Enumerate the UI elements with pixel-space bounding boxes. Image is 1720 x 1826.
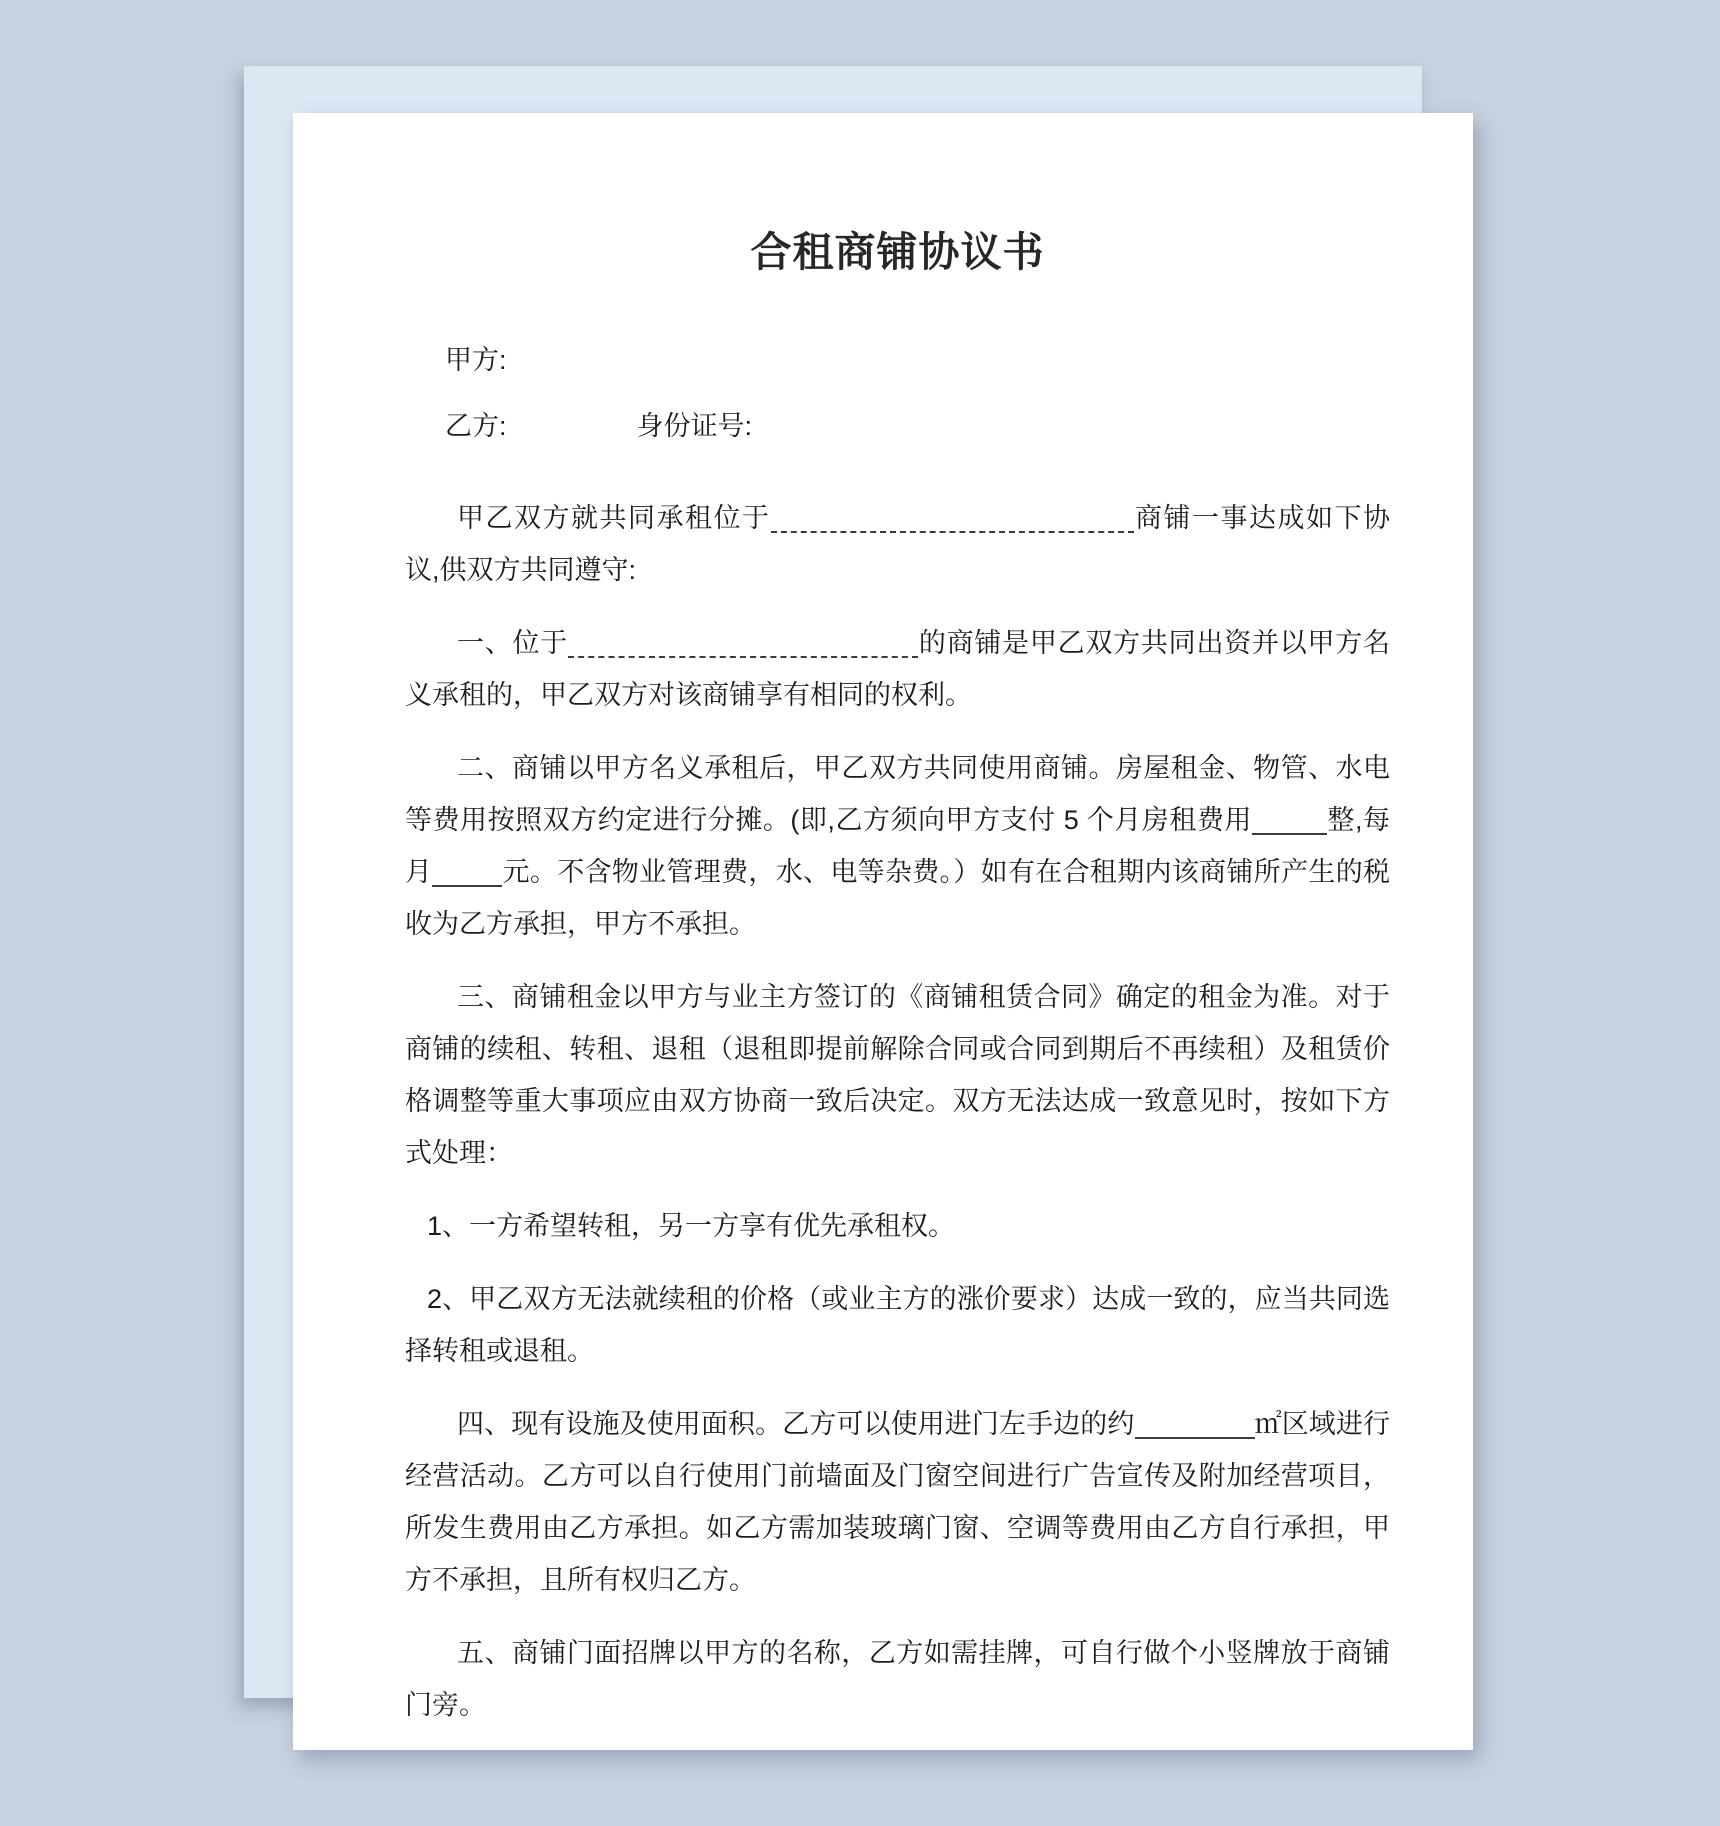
paragraph-text: 整,每月: [405, 805, 1390, 887]
paragraph-text: 元。不含物业管理费，水、电等杂费。）如有在合租期内该商铺所产生的税收为乙方承担，甲方不承担。: [405, 857, 1391, 939]
party-a-label: 甲方:: [445, 345, 507, 375]
clause-3-item-1: [405, 1200, 1390, 1252]
document-body: [405, 492, 1390, 1731]
fill-in-blank-solid: [1135, 1431, 1255, 1439]
party-b-label: 乙方:: [445, 411, 507, 441]
paragraph-text: 2、甲乙双方无法就续租的价格（或业主方的涨价要求）达成一致的，应当共同选择转租或退租。: [405, 1284, 1390, 1366]
fill-in-blank-solid: [1252, 827, 1327, 835]
paragraph-text: 三、商铺租金以甲方与业主方签订的《商铺租赁合同》确定的租金为准。对于商铺的续租、转租、退租（退租即提前解除合同或合同到期后不再续租）及租赁价格调整等重大事项应由双方协商一致后决定。双方无法达成一致意见时，按如下方式处理：: [405, 982, 1390, 1168]
clause-5-paragraph: [405, 1627, 1390, 1731]
intro-paragraph: [405, 492, 1390, 596]
clause-2-paragraph: [405, 742, 1390, 950]
id-number-label: 身份证号:: [636, 411, 753, 441]
paragraph-text: 商铺一事达成如下协议,供双方共同遵守:: [405, 503, 1390, 585]
party-a-line: [405, 340, 1390, 380]
paragraph-text: 1、一方希望转租，另一方享有优先承租权。: [427, 1211, 956, 1241]
paragraph-text: 二、商铺以甲方名义承租后，甲乙双方共同使用商铺。房屋租金、物管、水电等费用按照双方约定进行分摊。(即,乙方须向甲方支付 5 个月房租费用: [405, 753, 1390, 835]
clause-1-paragraph: [405, 617, 1390, 721]
paragraph-text: 一、位于: [457, 628, 569, 658]
paragraph-text: 四、现有设施及使用面积。乙方可以使用进门左手边的约: [457, 1409, 1135, 1439]
fill-in-blank-dashed: [771, 525, 1134, 533]
fill-in-blank-dashed: [568, 650, 918, 658]
clause-3-paragraph: [405, 971, 1390, 1179]
document-title: 合租商铺协议书: [750, 229, 1045, 275]
paragraph-text: 五、商铺门面招牌以甲方的名称，乙方如需挂牌，可自行做个小竖牌放于商铺门旁。: [405, 1638, 1390, 1720]
paragraph-text: 的商铺是甲乙双方共同出资并以甲方名义承租的，甲乙双方对该商铺享有相同的权利。: [405, 628, 1391, 710]
clause-3-item-2: [405, 1273, 1390, 1377]
clause-4-paragraph: [405, 1398, 1390, 1606]
party-b-line: [405, 406, 1390, 446]
fill-in-blank-solid: [432, 879, 502, 887]
paragraph-text: ㎡区域进行经营活动。乙方可以自行使用门前墙面及门窗空间进行广告宣传及附加经营项目，所发生费用由乙方承担。如乙方需加装玻璃门窗、空调等费用由乙方自行承担，甲方不承担，且所有权归乙方。: [405, 1409, 1390, 1595]
paragraph-text: 甲乙双方就共同承租位于: [457, 503, 771, 533]
contract-page: [293, 113, 1473, 1750]
